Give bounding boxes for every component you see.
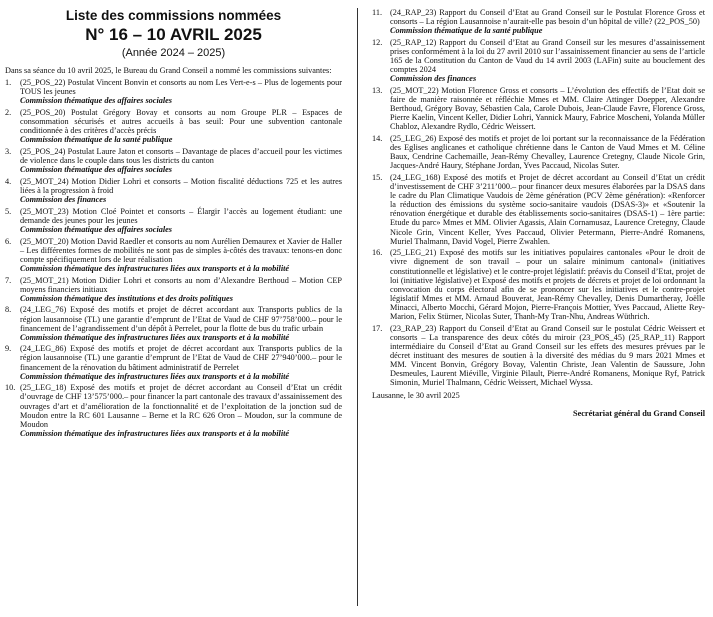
- signature: Secrétariat général du Grand Conseil: [573, 408, 705, 418]
- item-text: (25_MOT_20) Motion David Raedler et consorts au nom Aurélien Demaurex et Xavier de Haller – Les différentes formes de mobilités ne sont pas de simples à-côtés des travaux: tenons-en donc compte spécifiquement lors de leur réalisation: [20, 236, 342, 264]
- list-item: [5, 108, 342, 144]
- list-item: [372, 38, 705, 83]
- item-number: 14.: [372, 134, 383, 143]
- item-commission: Commission des finances: [390, 74, 477, 84]
- item-number: 11.: [372, 8, 383, 17]
- list-item: [5, 305, 342, 341]
- item-number: 16.: [372, 248, 383, 258]
- item-text: (24_LEG_76) Exposé des motifs et projet de décret accordant aux Transports publics de la région lausannoise (TL) une garantie d’emprunt de l’Etat de Vaud de CHF 97’758’000.– pour le financement de l’agrandissement d’un dépôt à Perrelet, pour la flotte de bus du trafic urbain: [20, 305, 342, 333]
- list-item: [372, 173, 705, 246]
- commission-list-right: [372, 8, 705, 387]
- item-number: 17.: [372, 323, 383, 333]
- item-number: 2.: [5, 107, 12, 117]
- item-number: 9.: [5, 344, 12, 354]
- document-number: N° 16 – 10 AVRIL 2025: [85, 25, 262, 44]
- item-text: (24_RAP_23) Rapport du Conseil d’Etat au Grand Conseil sur le Postulat Florence Gross et consorts – La région Lausannoise n’aurait-elle pas besoin d’un hôpital de ville? (22_POS_50): [390, 8, 705, 27]
- commission-list-left: [5, 78, 342, 438]
- item-number: 3.: [5, 146, 12, 156]
- list-item: [5, 383, 342, 438]
- list-item: [372, 248, 705, 321]
- list-item: [372, 86, 705, 131]
- item-text: (25_MOT_24) Motion Didier Lohri et consorts – Motion fiscalité déductions 725 et les autres liées à la progression à froid: [20, 176, 342, 195]
- list-item: [372, 134, 705, 170]
- item-number: 8.: [5, 305, 12, 315]
- list-item: [5, 177, 342, 204]
- item-commission: Commission thématique de la santé publique: [20, 135, 173, 145]
- item-text: (25_MOT_23) Motion Cloé Pointet et consorts – Élargir l’accès au logement étudiant: une demande des jeunes pour les jeunes: [20, 206, 342, 225]
- right-column: [372, 8, 705, 426]
- item-commission: Commission thématique des infrastructures liées aux transports et à la mobilité: [20, 371, 290, 381]
- list-item: [5, 344, 342, 380]
- item-number: 12.: [372, 37, 383, 47]
- item-number: 6.: [5, 236, 12, 246]
- document-year: (Année 2024 – 2025): [121, 47, 226, 59]
- item-text: (25_LEG_18) Exposé des motifs et projet de décret accordant au Conseil d’Etat un crédit d’ouvrage de CHF 13’575’000.– pour financer la part cantonale des travaux d’assainissement des ouvrages d’art et d’amélioration de la fonctionnalité et de l’exploitation de la jonction sud de Moudon entre la RC 601 Lausanne – Berne et la RC 626 Oron – Moudon, sur la commune de Moudon: [20, 383, 342, 429]
- intro-text: Dans sa séance du 10 avril 2025, le Bureau du Grand Conseil a nommé les commissions suivantes:: [5, 66, 332, 75]
- item-commission: Commission thématique des infrastructures liées aux transports et à la mobilité: [20, 263, 290, 273]
- item-text: (25_LEG_26) Exposé des motifs et projet de loi portant sur la reconnaissance de la Fédération des Eglises anglicanes et catholique chrétienne dans le Canton de Vaud Mmes et M. Céline Baux, Cendrine Cachemaille, Jean-Rémy Chevalley, Laurence Cretegny, Claude Nicole Grin, Jacques-André Haury, Stéphane Jordan, Yves Paccaud, Nicolas Suter.: [390, 134, 705, 171]
- item-number: 10.: [5, 383, 16, 393]
- item-text: (24_LEG_168) Exposé des motifs et Projet de décret accordant au Conseil d’Etat un crédit d’investissement de CHF 3’211’000.– pour financer deux mesures élaborées par la DSAS dans le cadre du Plan Climatique Vaudois de 2ème génération (PCV 2ème génération): «Renforcer la réduction des émissions du système socio-sanitaire vaudois (DSAS-3)» et «Soutenir la rénovation énergétique et durable des établissements socio-sanitaires (DSAS-1) – 1ère partie: Etude du parc» Mmes et MM. Olivier Agassis, Alain Cornamusaz, Laurence Cretegny, Claude Nicole Grin, Vincent Keller, Yves Paccaud, Olivier Petermann, Pierre-André Romanens, Muriel Thalmann, David Vogel, Pierre Zwahlen.: [390, 172, 705, 246]
- item-commission: Commission des finances: [20, 195, 107, 204]
- item-text: (24_LEG_86) Exposé des motifs et projet de décret accordant aux Transports publics de la région lausannoise (TL) une garantie d’emprunt de l’Etat de Vaud de CHF 27’940’000.– pour le financement de la rénovation du bâtiment administratif de Perrelet: [20, 344, 342, 372]
- item-number: 4.: [5, 176, 12, 186]
- list-item: [5, 276, 342, 303]
- list-item: [372, 324, 705, 388]
- item-commission: Commission thématique des infrastructures liées aux transports et à la mobilité: [20, 332, 290, 342]
- column-divider: [357, 8, 358, 606]
- list-item: [5, 147, 342, 174]
- item-commission: Commission thématique des affaires sociales: [20, 165, 173, 175]
- item-text: (23_RAP_23) Rapport du Conseil d’Etat au Grand Conseil sur le postulat Cédric Weissert et consorts – La transparence des deux côtés du miroir (23_POS_45) (25_RAP_11) Rapport intermédiaire du Conseil d’Etat au Grand Conseil sur les effets des mesures prévues par le décret instituant des mesures de soutien à la diversité des médias du 9 mars 2021 Mmes et MM. Vincent Bonvin, Grégory Bovay, Valentin Christe, Jean Valentin de Saussure, John Desmeules, Laurent Miéville, Virginie Pilault, Pierre-André Romanens, Monique Ryf, Patrick Simonin, Muriel Thalmann, Cédric Weissert, Michael Wyssa.: [390, 323, 705, 388]
- item-text: (25_RAP_12) Rapport du Conseil d’Etat au Grand Conseil sur les mesures d’assainissement prises conformément à la loi du 27 avril 2010 sur l’assainissement financier au sens de l’article 165 de la Constitution du Canton de Vaud du 14 avril 2003 (LAFin) suite au bouclement des comptes 2024: [390, 37, 705, 75]
- list-item: [5, 207, 342, 234]
- item-text: (25_MOT_22) Motion Florence Gross et consorts – L’évolution des effectifs de l’Etat doit se faire de manière raisonnée et réfléchie Mmes et MM. Claire Attinger Doepper, Alexandre Berthoud, Grégory Bovay, Sébastien Cala, Carole Dubois, Jean-Claude Favre, Florence Gross, Pierre Kaelin, Vincent Keller, Didier Lohri, Yannick Maury, Fabrice Moscheni, Yolanda Müller Chabloz, Alexandre Rydlo, Cédric Weissert.: [390, 85, 705, 132]
- list-item: [5, 78, 342, 105]
- item-commission: Commission thématique des affaires sociales: [20, 224, 173, 234]
- item-commission: Commission thématique des affaires sociales: [20, 96, 173, 106]
- item-number: 15.: [372, 172, 383, 182]
- item-number: 13.: [372, 85, 383, 95]
- document-title: Liste des commissions nommées: [65, 8, 282, 23]
- item-text: (25_LEG_21) Exposé des motifs sur les initiatives populaires cantonales «Pour le droit de vivre dignement de son travail – pour un salaire minimum cantonal» (initiatives constitutionnelle et législative) et le contre-projet législatif: préavis du Conseil d’Etat, projet de loi (initiative législative) et Exposé des motifs et projets de décrets et projet de loi ordonnant la convocation du corps électoral afin de se prononcer sur les initiatives et le contre-projet législatif Mmes et MM. Arnaud Bouverat, Jean-Rémy Chevalley, Denis Dumartheray, Joëlle Minacci, Alberto Mocchi, Gérard Mojon, Pierre-François Mottier, Yves Paccaud, Aliette Rey-Marion, Felix Stürner, Nicolas Suter, Thanh-My Tran-Nhu, Andreas Wüthrich.: [390, 248, 705, 321]
- item-text: (25_MOT_21) Motion Didier Lohri et consorts au nom d’Alexandre Berthoud – Motion CEP moyens financiers initiaux: [20, 275, 342, 294]
- list-item: [372, 8, 705, 35]
- item-text: (25_POS_24) Postulat Laure Jaton et consorts – Davantage de places d’accueil pour les victimes de violence dans le couple dans tous les districts du canton: [20, 146, 342, 166]
- item-text: (25_POS_22) Postulat Vincent Bonvin et consorts au nom Les Vert-e-s – Plus de logements pour TOUS les jeunes: [20, 78, 342, 97]
- item-commission: Commission thématique des institutions et des droits politiques: [20, 293, 233, 303]
- item-number: 1.: [5, 78, 12, 88]
- item-commission: Commission thématique des infrastructures liées aux transports et à la mobilité: [20, 428, 290, 438]
- left-column: [5, 8, 342, 441]
- list-item: [5, 237, 342, 273]
- item-text: (25_POS_20) Postulat Grégory Bovay et consorts au nom Groupe PLR – Espaces de consommation sécurisés et autres accueils à bas seuil: Pour une subvention cantonale conditionnée à des critères d’accès précis: [20, 107, 342, 136]
- item-commission: Commission thématique de la santé publique: [390, 26, 543, 36]
- item-number: 5.: [5, 206, 12, 216]
- closing-date: Lausanne, le 30 avril 2025: [372, 391, 460, 401]
- item-number: 7.: [5, 275, 12, 285]
